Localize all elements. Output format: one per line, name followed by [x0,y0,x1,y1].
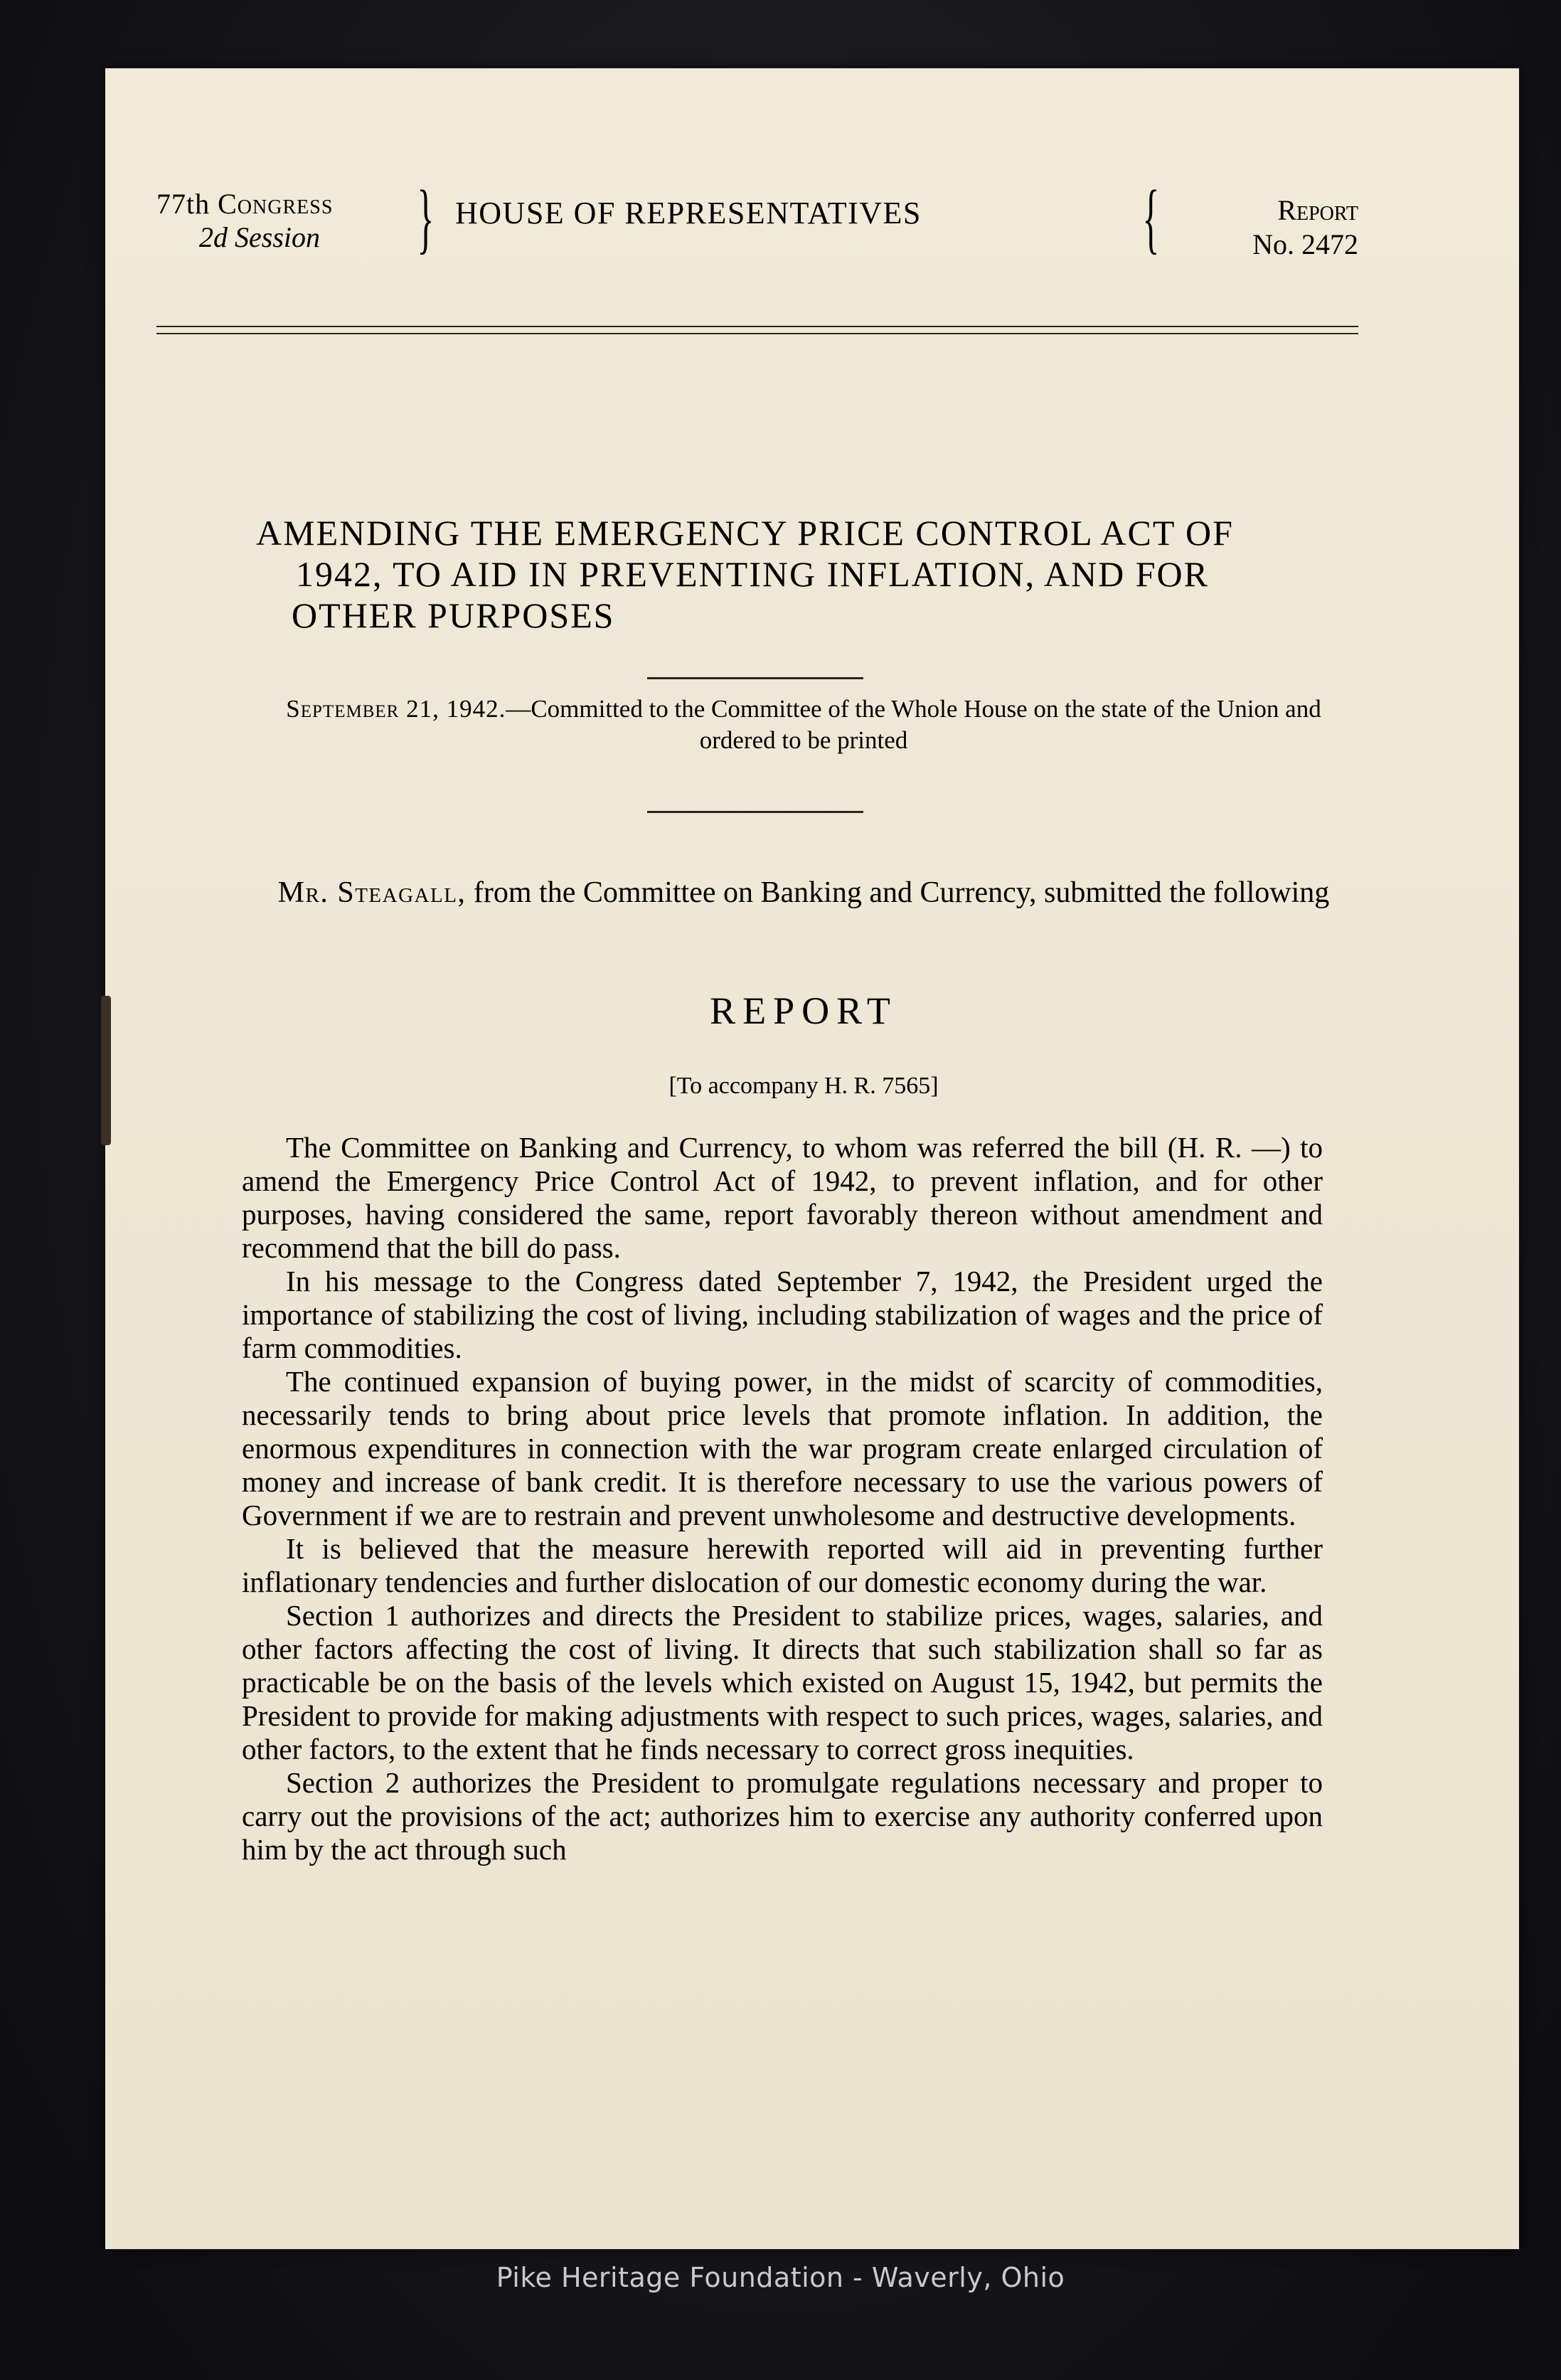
body-paragraph: The Committee on Banking and Currency, to whom was referred the bill (H. R. —) to amend the Emergency Price Control Act of 1942, to prevent inflation, and for other purposes, having considered the same, report favorably thereon without amendment and recommend that the bill do pass. [242,1131,1323,1264]
accompany-note: [To accompany H. R. 7565] [668,1073,939,1099]
body-paragraph: Section 1 authorizes and directs the President to stabilize prices, wages, salaries, and other factors affecting the cost of living. It directs that such stabilization shall so far as practicable be on the basis of the levels which existed on August 15, 1942, but permits the President to provide for making adjustments with respect to such prices, wages, salaries, and other factors, to the extent that he finds necessary to correct gross inequities. [242,1599,1323,1765]
congress-session-block [156,186,427,253]
title-line-3: OTHER PURPOSES [292,595,615,635]
right-brace: { [1142,174,1160,261]
session-line: 2d Session [199,221,320,253]
body-paragraph: Section 2 authorizes the President to promulgate regulations necessary and proper to carry out the provisions of the act; authorizes him to exercise any authority conferred upon him by the act through such [242,1766,1323,1866]
congress-line [156,186,427,222]
submitter-name: Mr. Steagall, [277,876,467,909]
congress-word: Congress [218,188,334,220]
document-title [256,512,1351,636]
binding-staple-mark [101,996,111,1145]
title-line-2: 1942, TO AID IN PREVENTING INFLATION, AND FOR [296,554,1209,594]
chamber-title: HOUSE OF REPRESENTATIVES [455,196,922,230]
committed-text: —Committed to the Committee of the Whole House on the state of the Union and ordered to be printed [506,695,1321,754]
report-label: Report [1277,194,1358,226]
title-line-1: AMENDING THE EMERGENCY PRICE CONTROL ACT OF [256,513,1234,553]
report-number-block [1188,193,1358,262]
body-paragraph: The continued expansion of buying power, in the midst of scarcity of commodities, necessarily tends to bring about price levels that promote inflation. In addition, the enormous expenditures in connection with the war program create enlarged circulation of money and increase of bank credit. It is therefore necessary to use the various powers of Government if we are to restrain and prevent unwholesome and destructive developments. [242,1365,1323,1531]
committed-notice [256,694,1351,756]
committed-divider-rule [647,811,863,813]
congress-number: 77th [156,188,211,220]
report-heading: REPORT [710,989,897,1032]
report-number: No. 2472 [1252,228,1358,260]
photo-caption: Pike Heritage Foundation - Waverly, Ohio [496,2262,1065,2293]
body-paragraph: It is believed that the measure herewith reported will aid in preventing further inflationary tendencies and further dislocation of our domestic economy during the war. [242,1532,1323,1598]
title-divider-rule [647,677,863,679]
submitted-text: from the Committee on Banking and Currency, submitted the following [466,876,1330,909]
header-double-rule [156,326,1358,334]
submitted-by [256,873,1351,912]
body-paragraph: In his message to the Congress dated September 7, 1942, the President urged the importance of stabilizing the cost of living, including stabilization of wages and the price of farm commodities. [242,1265,1323,1364]
report-body [242,1131,1323,1866]
committed-date: September 21, 1942. [286,695,506,723]
report-header [156,174,1358,293]
left-brace: } [417,174,435,261]
